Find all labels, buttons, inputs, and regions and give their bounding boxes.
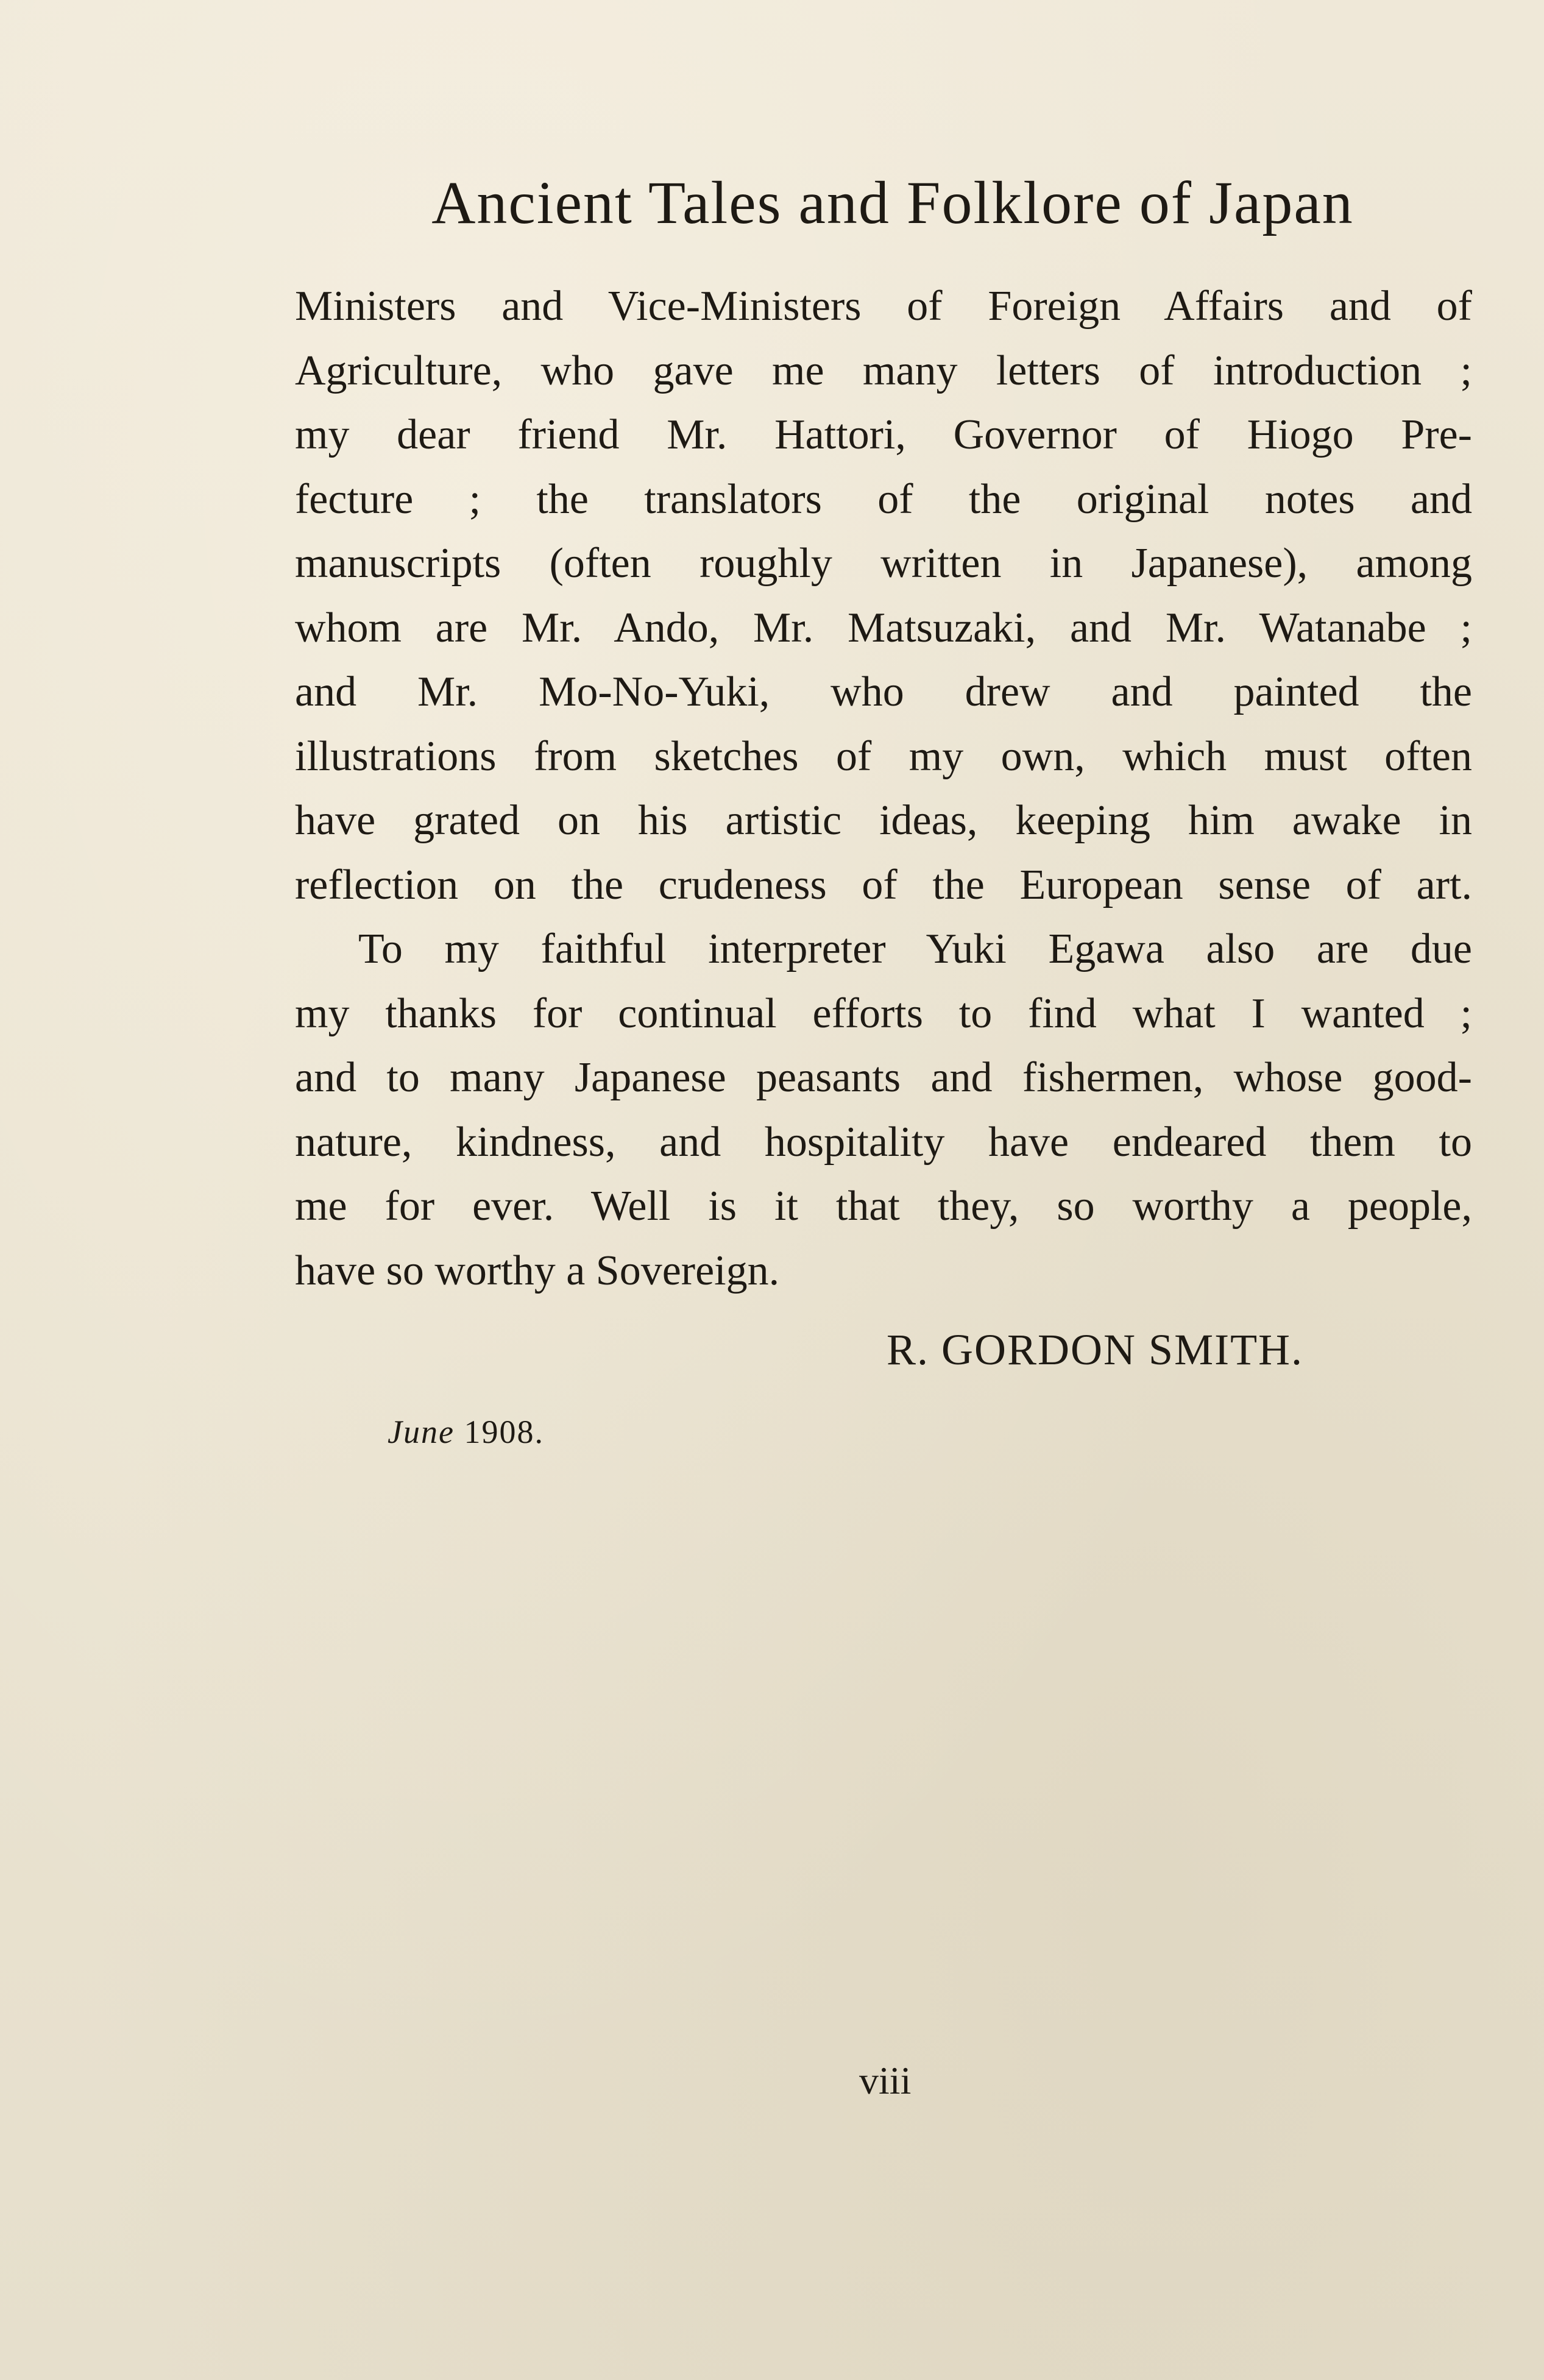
- text-line: fecture ; the translators of the original notes and: [295, 475, 1472, 523]
- text-line: nature, kindness, and hospitality have endeared them to: [295, 1118, 1472, 1166]
- text-line: my thanks for continual efforts to find what I wanted ;: [295, 990, 1472, 1037]
- text-line: have grated on his artistic ideas, keeping him awake in: [295, 797, 1472, 844]
- text-line: my dear friend Mr. Hattori, Governor of Hiogo Pre-: [295, 411, 1472, 458]
- text-line: illustrations from sketches of my own, which must often: [295, 732, 1472, 780]
- body-text: [295, 274, 1472, 1303]
- paragraph-2: [295, 917, 1472, 1303]
- text-line: and Mr. Mo-No-Yuki, who drew and painted the: [295, 668, 1472, 715]
- date-line: [388, 1408, 544, 1456]
- date-month: June: [388, 1414, 455, 1450]
- text-line: me for ever. Well is it that they, so worthy a people,: [295, 1183, 1472, 1230]
- text-line: To my faithful interpreter Yuki Egawa also are due: [358, 926, 1472, 972]
- text-line: Agriculture, who gave me many letters of introduction ;: [295, 347, 1472, 394]
- text-line: whom are Mr. Ando, Mr. Matsuzaki, and Mr. Watanabe ;: [295, 604, 1472, 651]
- date-year: 1908.: [464, 1414, 544, 1450]
- running-head: Ancient Tales and Folklore of Japan: [431, 169, 1354, 236]
- text-line: and to many Japanese peasants and fishermen, whose good-: [295, 1054, 1472, 1101]
- author-signature: R. GORDON SMITH.: [887, 1325, 1304, 1374]
- text-line: manuscripts (often roughly written in Japanese), among: [295, 540, 1472, 587]
- text-line: have so worthy a Sovereign.: [295, 1247, 780, 1294]
- text-line: reflection on the crudeness of the European sense of art.: [295, 861, 1472, 908]
- paragraph-1: [295, 274, 1472, 917]
- text-line: Ministers and Vice-Ministers of Foreign Affairs and of: [295, 283, 1472, 330]
- page-number: viii: [859, 2059, 912, 2102]
